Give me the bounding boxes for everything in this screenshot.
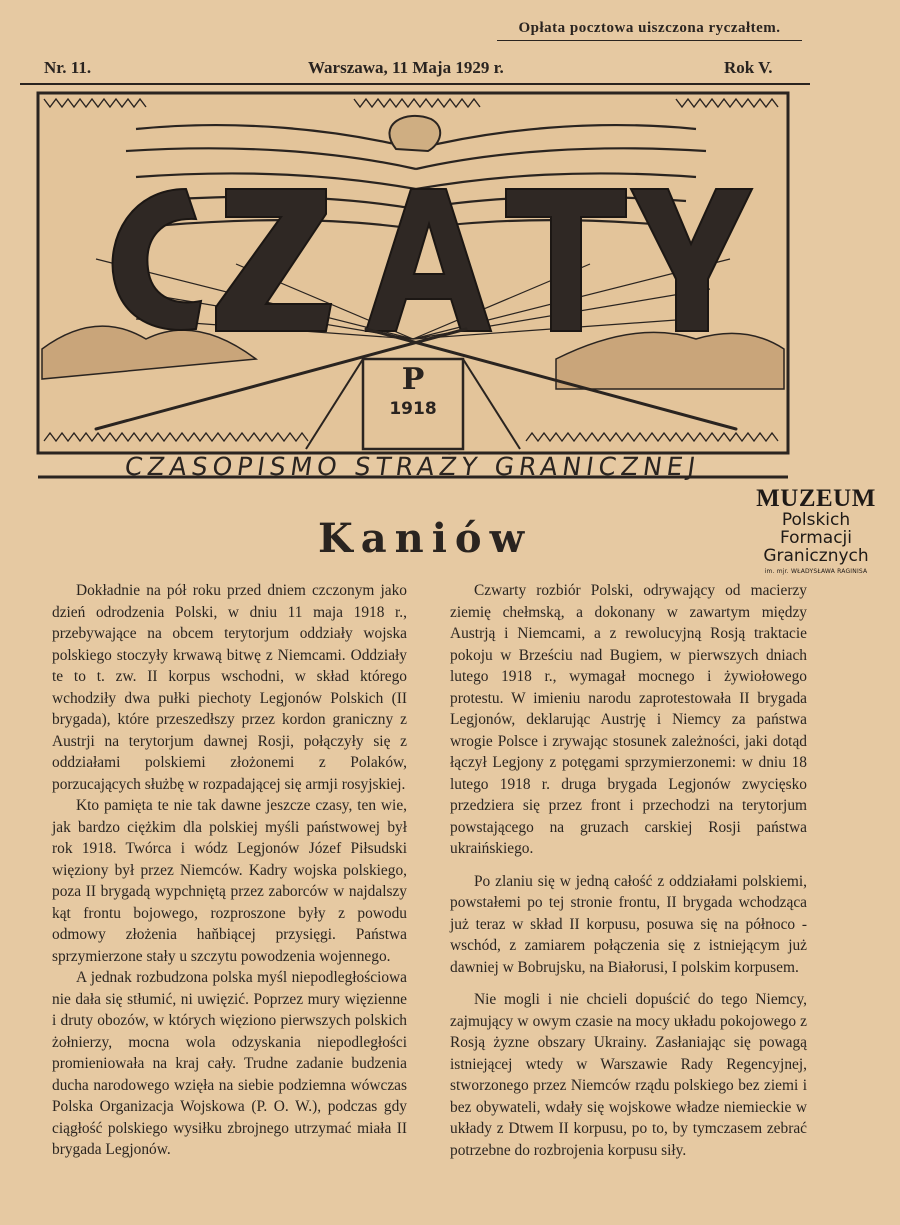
masthead-illustration (36, 89, 790, 479)
masthead-info-bar (36, 58, 788, 80)
article-title: Kaniów (317, 515, 533, 562)
article-column-right (450, 580, 807, 1161)
emblem-letter: P (401, 362, 425, 397)
header-rule (20, 83, 810, 85)
article-paragraph: Nie mogli i nie chcieli dopuścić do tego Niemcy, zajmujący w owym czasie na mocy układu pokojowego z Rosją żyzne obszary Ukrainy. Zasłaniając się powagą istniejącej wtedy w Warszawie Rady Regencyjnej, stworzonego przez Niemców rządu polskiego bez ziemi i bez obywateli, wdały się wojskowe władze niemieckie w układy z Dtwem II korpusu, po to, by tymczasem zebrać potrzebne do rozbrojenia korpusu siły. (450, 991, 807, 1159)
issue-date: Warszawa, 11 Maja 1929 r. (308, 58, 504, 77)
stamp-line-5: im. mjr. WŁADYSŁAWA RAGINISA (764, 568, 868, 575)
volume-number: Rok V. (724, 58, 773, 77)
article-paragraph: Po zlaniu się w jedną całość z oddziałami polskiemi, powstałemi po tej stronie frontu, II brygada wchodząca już teraz w skład II korpusu, posuwa się na północo - wschód, z zamiarem połączenia się z istniejącym już dawniej w Bobrujsku, na Białorusi, I polskim korpusem. (450, 872, 807, 976)
article-paragraph: Kto pamięta te nie tak dawne jeszcze czasy, ten wie, jak bardzo ciężkim dla polskiej myśli państwowej był rok 1918. Twórca i wódz Legjonów Józef Piłsudski więziony był przez Niemców. Kadry wojska polskiego, poza II brygadą wypchniętą przez zaborców w najdalszy kąt frontu bojowego, rozproszone były z powodu odmowy złożenia haňbiącej przysięgi. Państwa sprzymierzone stały u szczytu powodzenia wojennego. (52, 797, 407, 965)
stamp-line-4: Granicznych (763, 546, 869, 566)
emblem-year: 1918 (389, 399, 437, 419)
stamp-line-1: MUZEUM (756, 485, 876, 512)
article-paragraph: Czwarty rozbiór Polski, odrywający od macierzy ziemię chełmską, a dokonany w zawartym między Austrją i Niemcami, a z rewolucyjną Rosją traktacie pokoju w Brześciu nad Bugiem, w pierwszych dniach lutego 1918 r., wymagał mocnego i żywiołowego protestu. W imieniu narodu zaprotestowała II brygada Legjonów, deklarując Austrję i Niemcy za państwa wrogie Polsce i zrywając stosunek zależności, jaki dotąd łączył Legjony z potęgami sprzymierzonemi: w dniu 18 lutego 1918 r. druga brygada Legjonów zwycięsko przedziera się przez front i przechodzi na terytorjum powstającego na gruzach carskiej Rosji państwa ukraińskiego. (450, 582, 807, 857)
masthead-banner (36, 89, 790, 479)
article-column-left (52, 580, 407, 1161)
stamp-line-3: Formacji (779, 528, 853, 548)
article-paragraph: A jednak rozbudzona polska myśl niepodległościowa nie dała się stłumić, ni uwięzić. Poprzez mury więzienne i druty obozów, w których więziono pierwszych polskich żołnierzy, mocna wola odzyskania niepodległości promieniowała na kraj cały. Trudne zadanie budzenia ducha narodowego wzięła na siebie podziemna wówczas Polska Organizacja Wojskowa (P. O. W.), podczas gdy ciągłość polskiego wysiłku zbrojnego utrzymać miała II brygada Legjonów. (52, 969, 407, 1158)
issue-number: Nr. 11. (44, 58, 92, 77)
article-paragraph: Dokładnie na pół roku przed dniem czczonym jako dzień odrodzenia Polski, w dniu 11 maja 1918 r., przebywające na obcem terytorjum oddziały wojska polskiego stoczyły krwawą bitwę z Niemcami. Oddziały te to t. zw. II korpus wschodni, w skład którego wchodziły dwa pułki piechoty Legjonów Polskich (II brygada), które przeszedłszy przez kordon graniczny z Austrji na terytorjum dawnej Rosji, połączyły się z oddziałami polskiemi złożonemi z Polaków, porzucających służbę w rozpadającej się armji rosyjskiej. (52, 582, 407, 793)
masthead-subtitle: CZASOPISMO STRAŻY GRANICZNEJ (122, 452, 703, 481)
postage-note: Opłata pocztowa uiszczona ryczałtem. (497, 20, 802, 41)
stamp-line-2: Polskich (781, 510, 851, 530)
museum-stamp (752, 487, 880, 575)
